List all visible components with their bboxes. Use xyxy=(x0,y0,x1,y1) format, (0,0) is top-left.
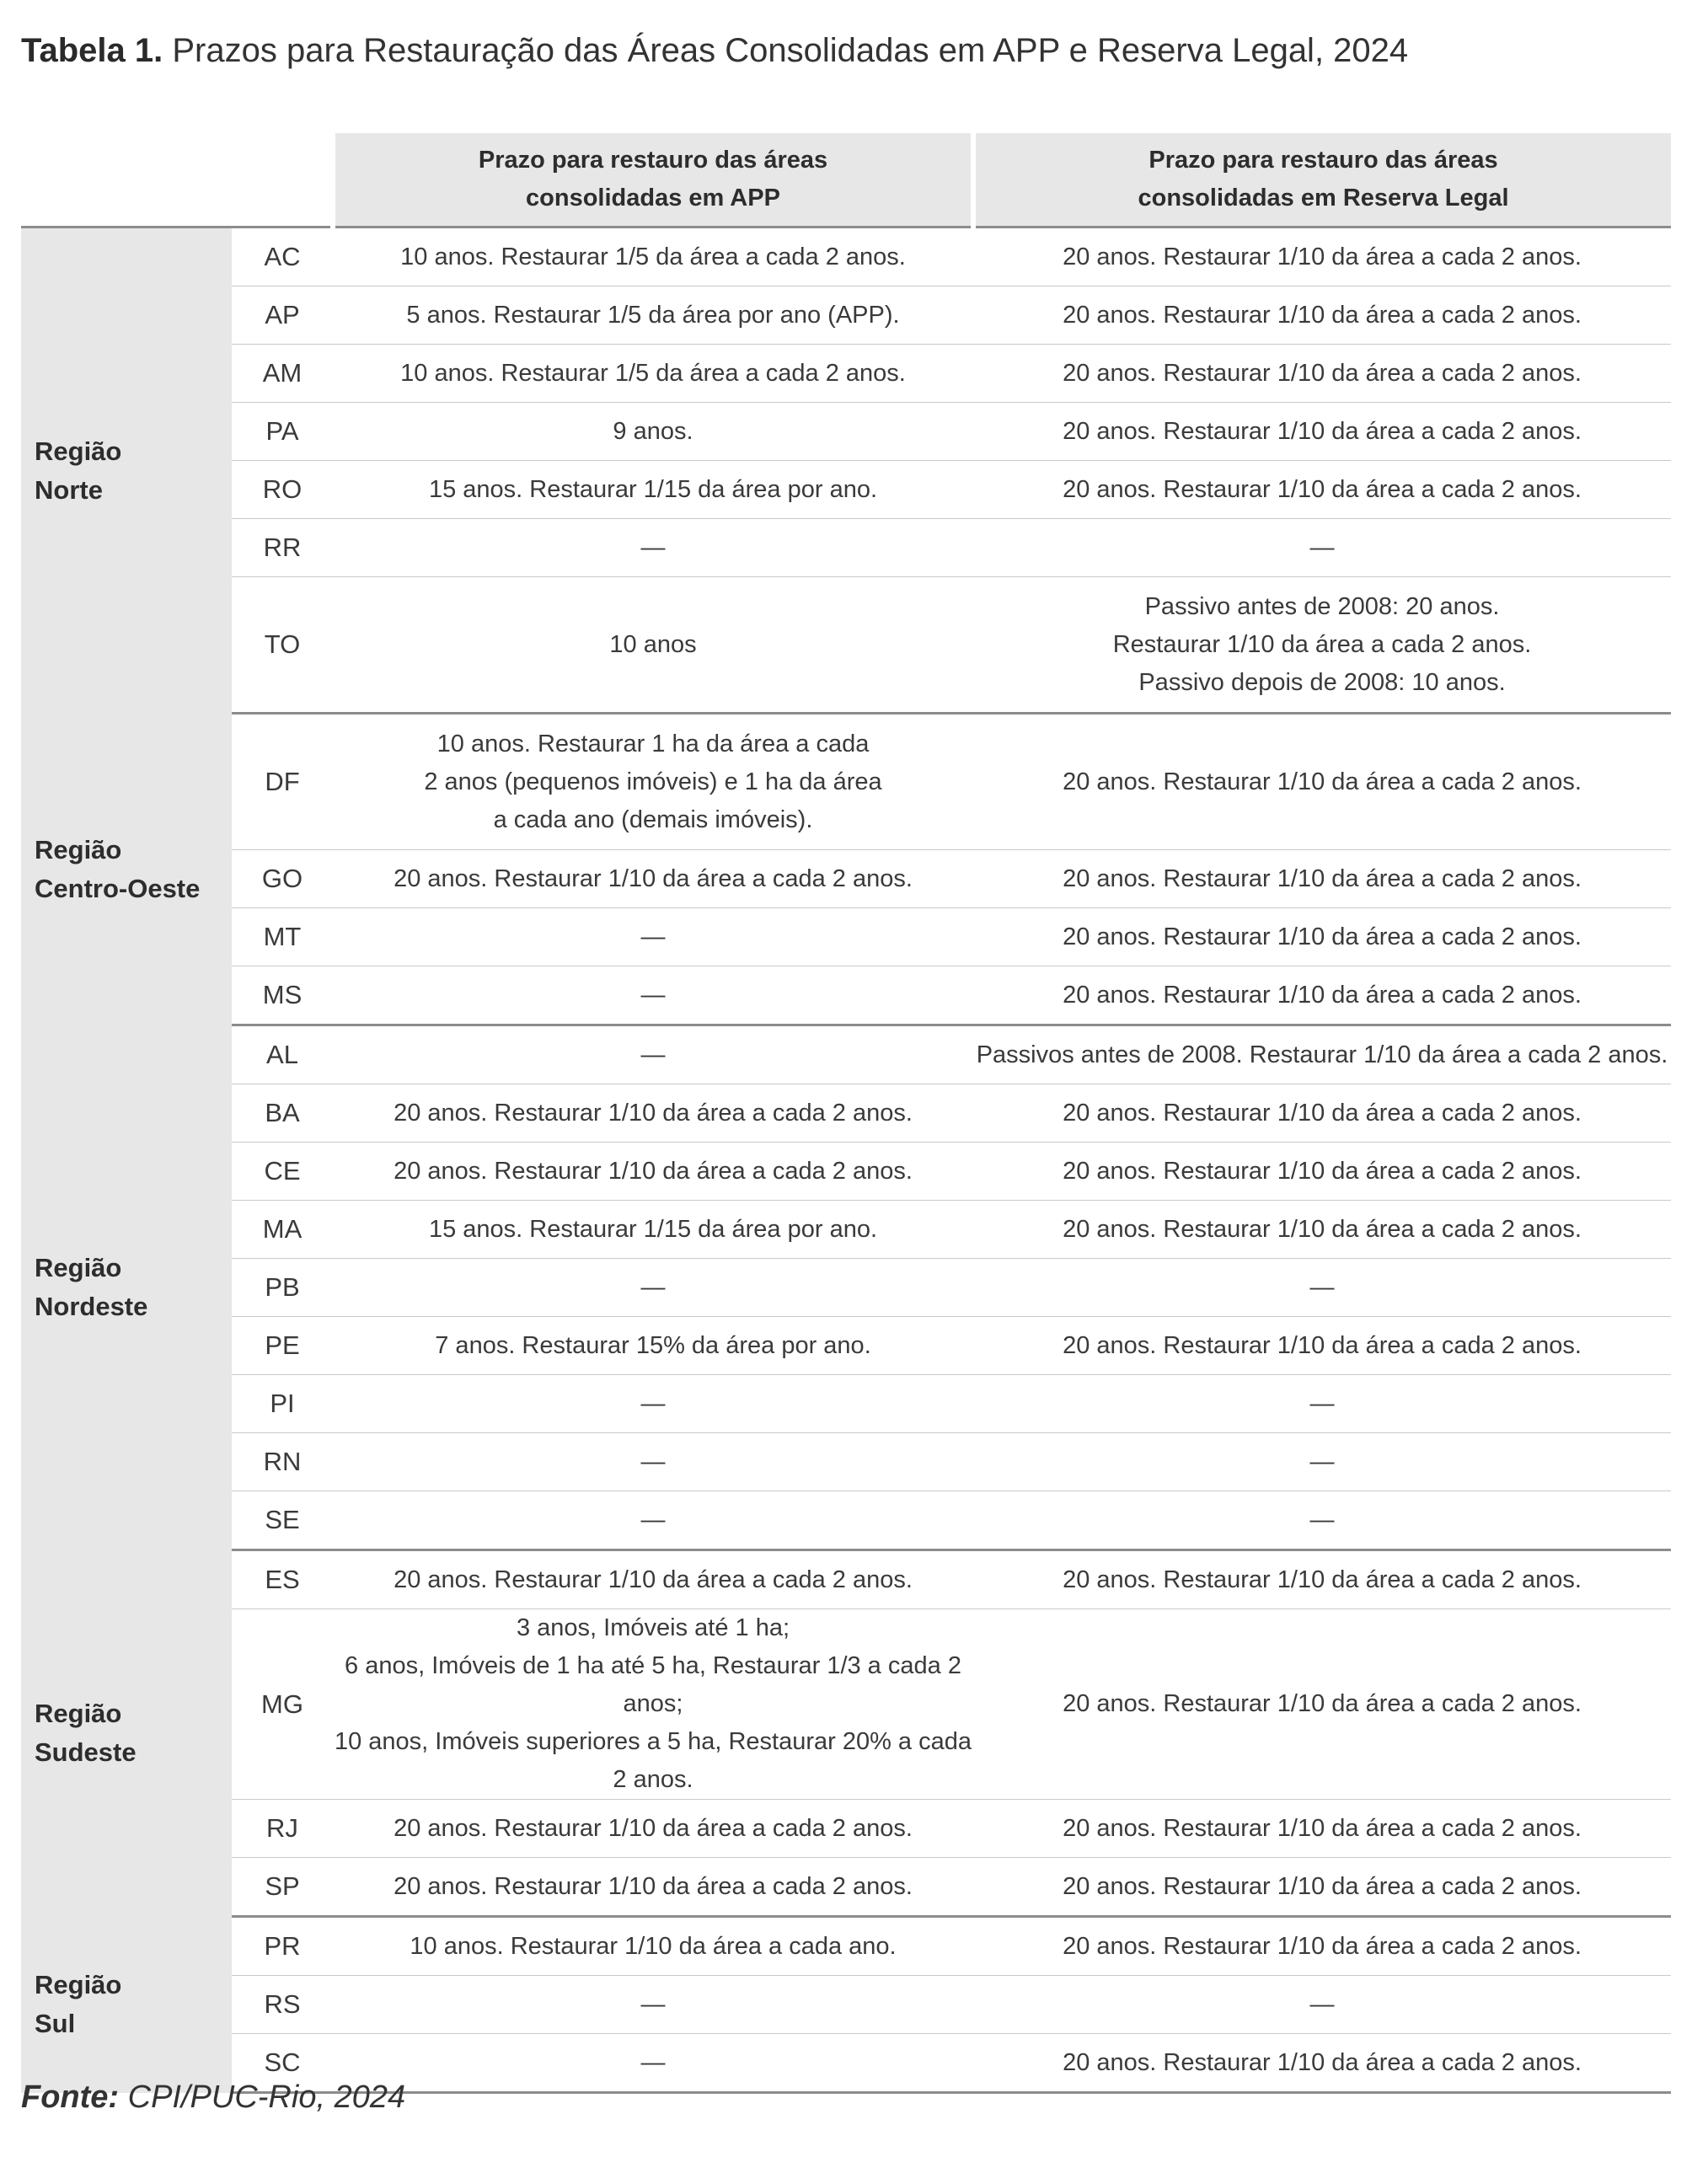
app-deadline-cell xyxy=(333,577,973,714)
table-row xyxy=(21,1433,1671,1491)
cell-line: — xyxy=(640,2048,666,2076)
header-app xyxy=(333,133,973,227)
cell-line: 10 anos. Restaurar 1 ha da área a cada xyxy=(436,730,870,757)
table-row xyxy=(21,1317,1671,1375)
cell-line: — xyxy=(640,1389,666,1417)
app-deadline-cell xyxy=(333,345,973,403)
cell-line: 20 anos. Restaurar 1/10 da área a cada 2 anos. xyxy=(1063,768,1582,795)
state-code: AM xyxy=(232,345,333,403)
cell-line: — xyxy=(640,1041,666,1068)
app-deadline-cell xyxy=(333,714,973,850)
state-code: SE xyxy=(232,1491,333,1550)
table-header-row xyxy=(21,133,1671,227)
state-code: AC xyxy=(232,227,333,286)
cell-line: 20 anos. Restaurar 1/10 da área a cada 2 anos. xyxy=(1063,1157,1582,1185)
cell-line: 20 anos. Restaurar 1/10 da área a cada 2 anos. xyxy=(1063,1099,1582,1127)
cell-line: 20 anos. Restaurar 1/10 da área a cada 2 anos. xyxy=(1063,923,1582,950)
cell-line: 9 anos. xyxy=(613,417,693,445)
cell-line: Passivo depois de 2008: 10 anos. xyxy=(1138,668,1506,696)
cell-line: — xyxy=(640,1506,666,1533)
cell-line: 20 anos. Restaurar 1/10 da área a cada 2 anos. xyxy=(1063,359,1582,387)
state-code: BA xyxy=(232,1084,333,1143)
region-name-line: Região xyxy=(35,436,122,466)
reserva-legal-deadline-cell xyxy=(973,1976,1671,2034)
table-row xyxy=(21,403,1671,461)
state-code: PB xyxy=(232,1259,333,1317)
cell-line: 10 anos. Restaurar 1/10 da área a cada ano. xyxy=(410,1932,897,1960)
state-code: GO xyxy=(232,850,333,908)
app-deadline-cell xyxy=(333,1259,973,1317)
cell-line: 20 anos. Restaurar 1/10 da área a cada 2 anos. xyxy=(1063,1872,1582,1900)
cell-line: Passivo antes de 2008: 20 anos. xyxy=(1144,592,1500,620)
app-deadline-cell xyxy=(333,461,973,519)
source-note xyxy=(21,2079,405,2116)
cell-line: 5 anos. Restaurar 1/5 da área por ano (APP). xyxy=(406,301,900,329)
table-row xyxy=(21,227,1671,286)
state-code: MT xyxy=(232,908,333,966)
region-name xyxy=(21,1917,232,2093)
state-code: DF xyxy=(232,714,333,850)
header-blank xyxy=(21,133,232,227)
table-row xyxy=(21,714,1671,850)
table-row xyxy=(21,850,1671,908)
cell-line: — xyxy=(1309,1448,1335,1475)
table-row xyxy=(21,966,1671,1025)
header-app-line: Prazo para restauro das áreas xyxy=(478,147,828,174)
state-code: SC xyxy=(232,2034,333,2093)
state-code: CE xyxy=(232,1143,333,1201)
cell-line: 20 anos. Restaurar 1/10 da área a cada 2 anos. xyxy=(1063,417,1582,445)
table-row xyxy=(21,1084,1671,1143)
table-row xyxy=(21,1025,1671,1084)
state-code: TO xyxy=(232,577,333,714)
cell-line: 20 anos. Restaurar 1/10 da área a cada 2 anos. xyxy=(1063,981,1582,1009)
table-row xyxy=(21,286,1671,345)
state-code: AL xyxy=(232,1025,333,1084)
app-deadline-cell xyxy=(333,1084,973,1143)
app-deadline-cell xyxy=(333,1433,973,1491)
cell-line: 15 anos. Restaurar 1/15 da área por ano. xyxy=(428,475,878,503)
reserva-legal-deadline-cell xyxy=(973,345,1671,403)
cell-line: — xyxy=(640,1448,666,1475)
cell-line: — xyxy=(640,981,666,1009)
state-code: RO xyxy=(232,461,333,519)
region-name-line: Região xyxy=(35,1253,122,1282)
header-rl-line: consolidadas em Reserva Legal xyxy=(1138,185,1509,211)
region-name xyxy=(21,227,232,714)
restoration-table xyxy=(21,133,1671,2094)
state-code: PI xyxy=(232,1375,333,1433)
app-deadline-cell xyxy=(333,1917,973,1976)
app-deadline-cell xyxy=(333,1375,973,1433)
reserva-legal-deadline-cell xyxy=(973,1375,1671,1433)
cell-line: 20 anos. Restaurar 1/10 da área a cada 2 anos. xyxy=(394,1566,913,1593)
region-name-line: Região xyxy=(35,1970,122,1999)
state-code: MA xyxy=(232,1201,333,1259)
table-row xyxy=(21,1375,1671,1433)
region-name-line: Norte xyxy=(35,474,103,505)
region-name xyxy=(21,1550,232,1917)
cell-line: — xyxy=(1309,1990,1335,2018)
table-row xyxy=(21,345,1671,403)
cell-line: Passivos antes de 2008. Restaurar 1/10 da área a cada 2 anos. xyxy=(976,1041,1668,1068)
cell-line: 20 anos. Restaurar 1/10 da área a cada 2 anos. xyxy=(1063,1932,1582,1960)
table-title-text: Prazos para Restauração das Áreas Consolidadas em APP e Reserva Legal, 2024 xyxy=(172,32,1409,69)
cell-line: a cada ano (demais imóveis). xyxy=(493,806,813,833)
reserva-legal-deadline-cell xyxy=(973,286,1671,345)
state-code: PA xyxy=(232,403,333,461)
reserva-legal-deadline-cell xyxy=(973,1084,1671,1143)
region-name xyxy=(21,714,232,1025)
reserva-legal-deadline-cell xyxy=(973,1917,1671,1976)
cell-line: 20 anos. Restaurar 1/10 da área a cada 2 anos. xyxy=(394,1157,913,1185)
cell-line: 20 anos. Restaurar 1/10 da área a cada 2 anos. xyxy=(1063,1215,1582,1243)
cell-line: — xyxy=(1309,1273,1335,1301)
cell-line: — xyxy=(1309,533,1335,561)
table-row xyxy=(21,1917,1671,1976)
table-body xyxy=(21,227,1671,2093)
app-deadline-cell xyxy=(333,966,973,1025)
table-row xyxy=(21,461,1671,519)
table-row xyxy=(21,1609,1671,1800)
cell-line: 20 anos. Restaurar 1/10 da área a cada 2 anos. xyxy=(1063,475,1582,503)
cell-line: 10 anos xyxy=(609,630,697,658)
table-row xyxy=(21,1201,1671,1259)
reserva-legal-deadline-cell xyxy=(973,1550,1671,1609)
app-deadline-cell xyxy=(333,1143,973,1201)
cell-line: 20 anos. Restaurar 1/10 da área a cada 2 anos. xyxy=(1063,864,1582,892)
cell-line: 6 anos, Imóveis de 1 ha até 5 ha, Restaurar 1/3 a cada 2 anos; xyxy=(345,1652,961,1717)
app-deadline-cell xyxy=(333,1491,973,1550)
header-reserva-legal xyxy=(973,133,1671,227)
reserva-legal-deadline-cell xyxy=(973,850,1671,908)
source-label: Fonte: xyxy=(21,2079,120,2115)
cell-line: — xyxy=(640,533,666,561)
app-deadline-cell xyxy=(333,227,973,286)
cell-line: 20 anos. Restaurar 1/10 da área a cada 2 anos. xyxy=(1063,1331,1582,1359)
table-row xyxy=(21,577,1671,714)
region-name-line: Região xyxy=(35,1699,122,1728)
cell-line: 20 anos. Restaurar 1/10 da área a cada 2 anos. xyxy=(1063,243,1582,270)
app-deadline-cell xyxy=(333,1025,973,1084)
app-deadline-cell xyxy=(333,1201,973,1259)
reserva-legal-deadline-cell xyxy=(973,1858,1671,1917)
reserva-legal-deadline-cell xyxy=(973,1800,1671,1858)
cell-line: 20 anos. Restaurar 1/10 da área a cada 2 anos. xyxy=(1063,1690,1582,1717)
cell-line: — xyxy=(640,1990,666,2018)
reserva-legal-deadline-cell xyxy=(973,966,1671,1025)
table-row xyxy=(21,1143,1671,1201)
reserva-legal-deadline-cell xyxy=(973,1259,1671,1317)
reserva-legal-deadline-cell xyxy=(973,227,1671,286)
reserva-legal-deadline-cell xyxy=(973,519,1671,577)
cell-line: — xyxy=(1309,1389,1335,1417)
reserva-legal-deadline-cell xyxy=(973,1433,1671,1491)
app-deadline-cell xyxy=(333,2034,973,2093)
cell-line: 20 anos. Restaurar 1/10 da área a cada 2 anos. xyxy=(394,864,913,892)
reserva-legal-deadline-cell xyxy=(973,577,1671,714)
region-name xyxy=(21,1025,232,1550)
table-title-label: Tabela 1. xyxy=(21,32,163,69)
reserva-legal-deadline-cell xyxy=(973,1143,1671,1201)
app-deadline-cell xyxy=(333,1609,973,1800)
app-deadline-cell xyxy=(333,1317,973,1375)
cell-line: 20 anos. Restaurar 1/10 da área a cada 2 anos. xyxy=(1063,1814,1582,1842)
state-code: MS xyxy=(232,966,333,1025)
reserva-legal-deadline-cell xyxy=(973,1025,1671,1084)
cell-line: 10 anos, Imóveis superiores a 5 ha, Restaurar 20% a cada 2 anos. xyxy=(334,1728,972,1793)
app-deadline-cell xyxy=(333,908,973,966)
region-name-line: Sul xyxy=(35,2009,76,2038)
reserva-legal-deadline-cell xyxy=(973,403,1671,461)
cell-line: 10 anos. Restaurar 1/5 da área a cada 2 anos. xyxy=(400,359,906,387)
cell-line: 20 anos. Restaurar 1/10 da área a cada 2 anos. xyxy=(1063,1566,1582,1593)
table-row xyxy=(21,1259,1671,1317)
app-deadline-cell xyxy=(333,850,973,908)
region-name-line: Centro-Oeste xyxy=(35,873,201,903)
table-row xyxy=(21,519,1671,577)
table-row xyxy=(21,908,1671,966)
state-code: PR xyxy=(232,1917,333,1976)
app-deadline-cell xyxy=(333,286,973,345)
header-blank-uf xyxy=(232,133,333,227)
reserva-legal-deadline-cell xyxy=(973,461,1671,519)
state-code: SP xyxy=(232,1858,333,1917)
cell-line: 20 anos. Restaurar 1/10 da área a cada 2 anos. xyxy=(1063,301,1582,329)
cell-line: 20 anos. Restaurar 1/10 da área a cada 2 anos. xyxy=(1063,2048,1582,2076)
reserva-legal-deadline-cell xyxy=(973,714,1671,850)
table-row xyxy=(21,1858,1671,1917)
cell-line: 2 anos (pequenos imóveis) e 1 ha da área xyxy=(424,768,882,795)
cell-line: 20 anos. Restaurar 1/10 da área a cada 2 anos. xyxy=(394,1872,913,1900)
table-row xyxy=(21,1491,1671,1550)
cell-line: — xyxy=(640,1273,666,1301)
app-deadline-cell xyxy=(333,1550,973,1609)
state-code: RR xyxy=(232,519,333,577)
cell-line: 15 anos. Restaurar 1/15 da área por ano. xyxy=(428,1215,878,1243)
source-text: CPI/PUC-Rio, 2024 xyxy=(127,2079,406,2115)
state-code: ES xyxy=(232,1550,333,1609)
state-code: RN xyxy=(232,1433,333,1491)
state-code: RS xyxy=(232,1976,333,2034)
table-row xyxy=(21,1800,1671,1858)
table-title xyxy=(21,32,1408,70)
header-rl-line: Prazo para restauro das áreas xyxy=(1148,147,1498,174)
reserva-legal-deadline-cell xyxy=(973,908,1671,966)
app-deadline-cell xyxy=(333,519,973,577)
state-code: PE xyxy=(232,1317,333,1375)
reserva-legal-deadline-cell xyxy=(973,2034,1671,2093)
region-name-line: Região xyxy=(35,834,122,864)
cell-line: 20 anos. Restaurar 1/10 da área a cada 2 anos. xyxy=(394,1099,913,1127)
table-row xyxy=(21,1976,1671,2034)
reserva-legal-deadline-cell xyxy=(973,1491,1671,1550)
region-name-line: Sudeste xyxy=(35,1737,137,1767)
state-code: AP xyxy=(232,286,333,345)
reserva-legal-deadline-cell xyxy=(973,1201,1671,1259)
cell-line: — xyxy=(1309,1506,1335,1533)
cell-line: 10 anos. Restaurar 1/5 da área a cada 2 anos. xyxy=(400,243,906,270)
cell-line: 20 anos. Restaurar 1/10 da área a cada 2 anos. xyxy=(394,1814,913,1842)
cell-line: Restaurar 1/10 da área a cada 2 anos. xyxy=(1112,630,1532,658)
cell-line: — xyxy=(640,923,666,950)
cell-line: 7 anos. Restaurar 15% da área por ano. xyxy=(435,1331,871,1359)
region-name-line: Nordeste xyxy=(35,1292,148,1321)
app-deadline-cell xyxy=(333,1858,973,1917)
reserva-legal-deadline-cell xyxy=(973,1609,1671,1800)
state-code: MG xyxy=(232,1609,333,1800)
state-code: RJ xyxy=(232,1800,333,1858)
app-deadline-cell xyxy=(333,1976,973,2034)
cell-line: 3 anos, Imóveis até 1 ha; xyxy=(516,1614,790,1641)
app-deadline-cell xyxy=(333,403,973,461)
header-app-line: consolidadas em APP xyxy=(526,185,780,211)
reserva-legal-deadline-cell xyxy=(973,1317,1671,1375)
table-row xyxy=(21,1550,1671,1609)
app-deadline-cell xyxy=(333,1800,973,1858)
